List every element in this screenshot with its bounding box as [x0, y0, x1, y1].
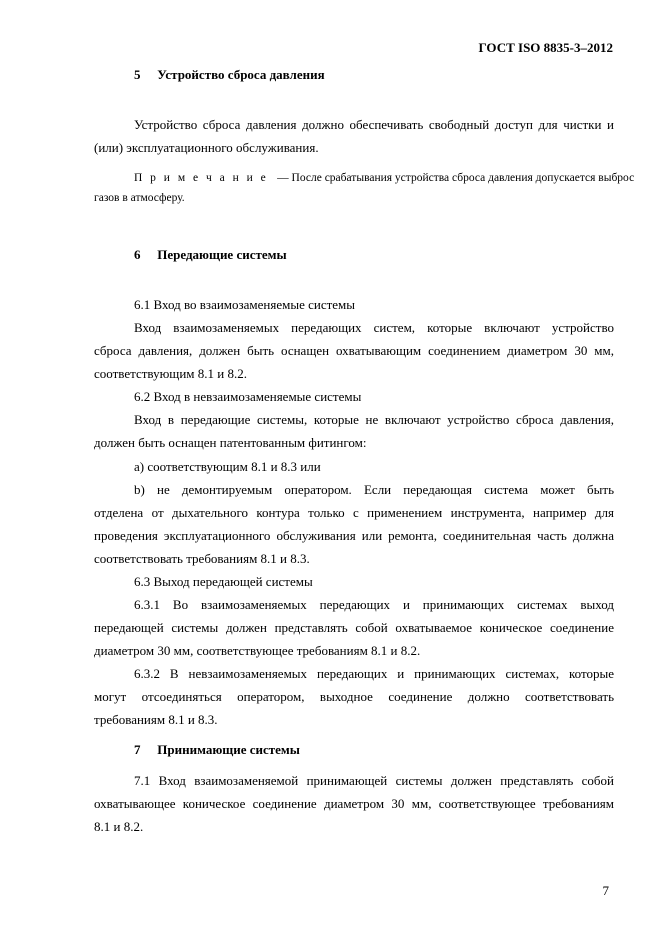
subsection-6-3-2-line: требованиям 8.1 и 8.3. — [94, 712, 218, 727]
list-item-b-line: b) не демонтируемым оператором. Если передающая система может быть — [134, 482, 614, 497]
note-label: П р и м е ч а н и е — [134, 172, 269, 184]
list-item-b-line: проведения эксплуатационного обслуживания или ремонта, соединительная часть должна — [94, 528, 614, 543]
page-number: 7 — [602, 883, 609, 898]
subsection-6-3-1-line: 6.3.1 Во взаимозаменяемых передающих и принимающих системах выход — [134, 597, 614, 612]
subsection-6-1-line: сброса давления, должен быть оснащен охватывающим соединением диаметром 30 мм, — [94, 343, 614, 358]
section-7-number: 7 — [134, 742, 141, 757]
list-item-b-line: соответствовать требованиям 8.1 и 8.3. — [94, 551, 310, 566]
subsection-6-3-1-line: передающей системы должен представлять собой охватываемое коническое соединение — [94, 620, 614, 635]
subsection-6-1-line: Вход взаимозаменяемых передающих систем, которые включают устройство — [134, 320, 614, 335]
subsection-6-3-2-line: 6.3.2 В невзаимозаменяемых передающих и принимающих системах, которые — [134, 666, 614, 681]
subsection-6-2-line: Вход в передающие системы, которые не включают устройство сброса давления, — [134, 412, 614, 427]
section-5-text-line: (или) эксплуатационного обслуживания. — [94, 140, 319, 155]
section-5-title: Устройство сброса давления — [157, 67, 325, 82]
subsection-6-2-title: 6.2 Вход в невзаимозаменяемые системы — [134, 389, 362, 404]
subsection-7-1-line: охватывающее коническое соединение диаметром 30 мм, соответствующее требованиям — [94, 796, 614, 811]
list-item-a: а) соответствующим 8.1 и 8.3 или — [134, 459, 321, 474]
subsection-7-1-line: 7.1 Вход взаимозаменяемой принимающей системы должен представлять собой — [134, 773, 614, 788]
subsection-6-3-2-line: могут отсоединяться оператором, выходное соединение должно соответствовать — [94, 689, 614, 704]
subsection-6-1-title: 6.1 Вход во взаимозаменяемые системы — [134, 297, 356, 312]
list-item-b-line: отделена от дыхательного контура только с применением инструмента, например для — [94, 505, 614, 520]
section-5-heading — [134, 67, 325, 83]
note-text-continued: газов в атмосферу. — [94, 192, 185, 204]
subsection-6-3-title: 6.3 Выход передающей системы — [134, 574, 313, 589]
subsection-6-3-1-line: диаметром 30 мм, соответствующее требованиям 8.1 и 8.2. — [94, 643, 421, 658]
section-7-title: Принимающие системы — [157, 742, 300, 757]
section-6-title: Передающие системы — [157, 247, 287, 262]
standard-code: ГОСТ ISO 8835-3–2012 — [478, 40, 613, 55]
section-6-heading — [134, 247, 287, 263]
note-text: — После срабатывания устройства сброса давления допускается выброс — [277, 172, 635, 184]
note — [134, 172, 634, 184]
section-5-number: 5 — [134, 67, 141, 82]
subsection-7-1-line: 8.1 и 8.2. — [94, 819, 144, 834]
section-6-number: 6 — [134, 247, 141, 262]
subsection-6-1-line: соответствующим 8.1 и 8.2. — [94, 366, 247, 381]
section-5-text-line: Устройство сброса давления должно обеспечивать свободный доступ для чистки и — [134, 117, 614, 132]
section-7-heading — [134, 742, 300, 758]
subsection-6-2-line: должен быть оснащен патентованным фитингом: — [94, 435, 367, 450]
